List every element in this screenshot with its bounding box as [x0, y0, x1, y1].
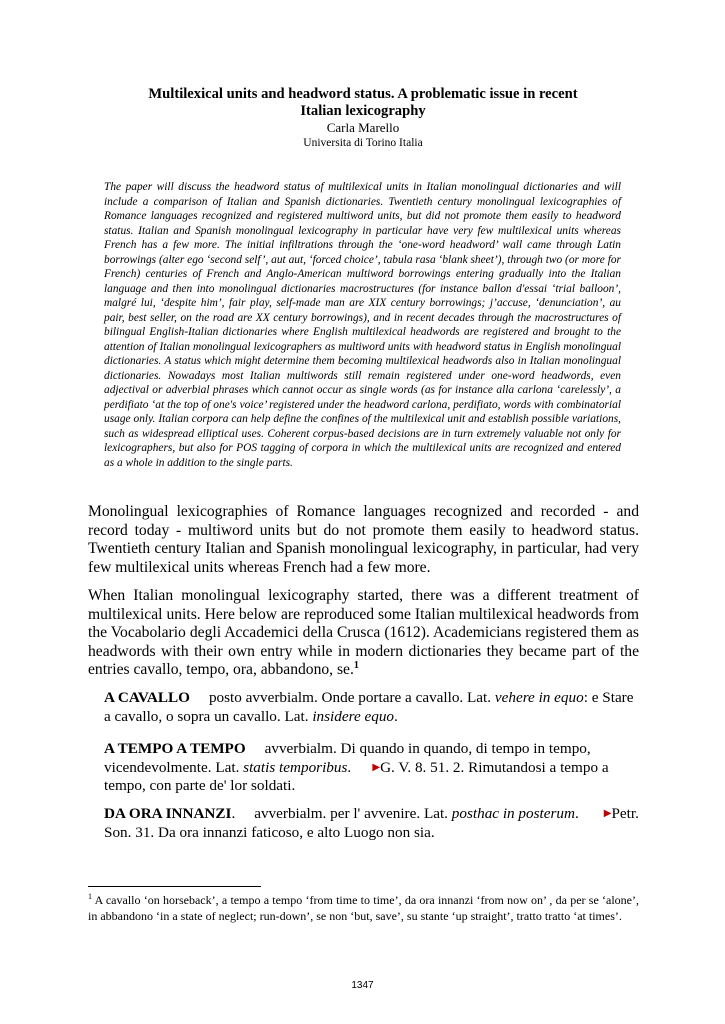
entry-headword: A CAVALLO — [104, 689, 190, 706]
entry-citation: Petr. Son. 31. Da ora innanzi faticoso, e alto Luogo non sia. — [104, 805, 639, 841]
citation-arrow-icon[interactable]: ▶ — [603, 808, 612, 819]
footnote-text: A cavallo ‘on horseback’, a tempo a tempo ‘from time to time’, da ora innanzi ‘from now on’ , da per se ‘alone’, in abbandono ‘in a state of neglect; run-down’, se non ‘but, save’, su stante ‘up straight’, tratto tratto ‘at times’. — [88, 893, 639, 923]
footnote-marker: 1 — [88, 892, 92, 901]
entry-text: : e Stare a cavallo, o sopra un cavallo. Lat. — [104, 689, 634, 725]
entry-text: . — [574, 805, 579, 822]
entry-text: avverbialm. Di quando in quando, di tempo in tempo, vicendevolmente. Lat. — [104, 740, 591, 776]
entry-text: posto avverbialm. Onde portare a cavallo. Lat. — [208, 689, 495, 706]
entry-headword: DA ORA INNANZI — [104, 805, 232, 822]
entry-latin: statis temporibus — [243, 758, 348, 776]
author-affiliation: Universita di Torino Italia — [303, 137, 423, 149]
body-paragraph-2 — [88, 587, 639, 680]
entry-text: . — [394, 707, 398, 725]
entry-text: . — [347, 758, 352, 776]
entry-headword: A TEMPO A TEMPO — [104, 740, 246, 757]
entry-text: avverbialm. per l' avvenire. Lat. — [254, 805, 452, 822]
dictionary-entry-a-cavallo — [104, 689, 639, 726]
paper-title — [88, 86, 638, 120]
body-paragraph-2-text: When Italian monolingual lexicography started, there was a different treatment of multilexical units. Here below are reproduced some Italian multilexical headwords from the Vocabolario degli Accademici della Crusca (1612). Academicians registered them as headwords with their own entry while in modern dictionaries they became part of the entries cavallo, tempo, ora, abbandono, se. — [88, 587, 639, 678]
title-line-1: Multilexical units and headword status. A problematic issue in recent — [148, 86, 578, 102]
entry-headword-suffix: . — [231, 805, 236, 822]
footnote-reference[interactable]: 1 — [353, 659, 359, 671]
entry-latin: posthac in posterum — [451, 805, 575, 822]
abstract: The paper will discuss the headword status of multilexical units in Italian monolingual dictionaries and will include a comparison of Italian and Spanish dictionaries. Twentieth century monolingual lexicographies of Romance languages recognized and registered multiword units, but did not promote them easily to headword status. Italian and Spanish monolingual lexicography in particular have very few multilexical units whereas French has a few more. The initial infiltrations through the ‘one-word headword’ wall came through Latin borrowings (alter ego ‘second self’, aut aut, ‘forced choice’, tabula rasa ‘blank sheet’), through two (or more for French) centuries of French and Anglo-American multiword borrowings entering gradually into the Italian language and then into monolingual dictionaries macrostructures (for instance ballon d'essai ‘trial balloon’, malgré lui, ‘despite him’, fair play, self-made man are XIX century borrowings; j’accuse, ‘denunciation’, au pair, best seller, on the road are XX century borrowings), and in recent decades through the macrostructures of bilingual English-Italian dictionaries where English multilexical headwords are registered and brought to the attention of Italian monolingual lexicographers as multiword units with headword status in English monolingual dictionaries. A status which might determine them becoming multilexical headwords also in Italian monolingual dictionaries. Nowadays most Italian multiwords still remain registered under one-word headwords, even adjectival or adverbial phrases which cannot occur as single words (as for instance alla carlona ‘carelessly’, a perdifiato ‘at the top of one's voice’ registered under the headword carlona, perdifiato, words with combinatorial usage only. Italian corpora can help define the confines of the multilexical unit and establish possible variations, such as widespread elliptical uses. Coherent corpus-based decisions are in turn extremely valuable not only for lexicographers, but also for POS tagging of corpora in which the multilexical units are recognized and entered as a whole in addition to the single parts. — [104, 181, 621, 469]
page-number: 1347 — [351, 980, 374, 991]
footnote-separator — [88, 886, 261, 887]
title-line-2: Italian lexicography — [300, 103, 426, 119]
body-paragraph-1: Monolingual lexicographies of Romance languages recognized and recorded - and record today - multiword units but do not promote them easily to headword status. Twentieth century Italian and Spanish monolingual lexicography, in particular, had very few multilexical units whereas French had a few more. — [88, 503, 639, 576]
entry-latin: insidere equo — [312, 707, 395, 725]
dictionary-entry-a-tempo-a-tempo — [104, 740, 639, 796]
entry-latin: vehere in equo — [494, 689, 584, 706]
author-name: Carla Marello — [326, 120, 400, 135]
footnote — [88, 893, 639, 924]
entry-citation: G. V. 8. 51. 2. Rimutandosi a tempo a tempo, con parte de' lor soldati. — [104, 758, 609, 794]
dictionary-entry-da-ora-innanzi — [104, 805, 639, 842]
citation-arrow-icon[interactable]: ▶ — [372, 761, 381, 773]
